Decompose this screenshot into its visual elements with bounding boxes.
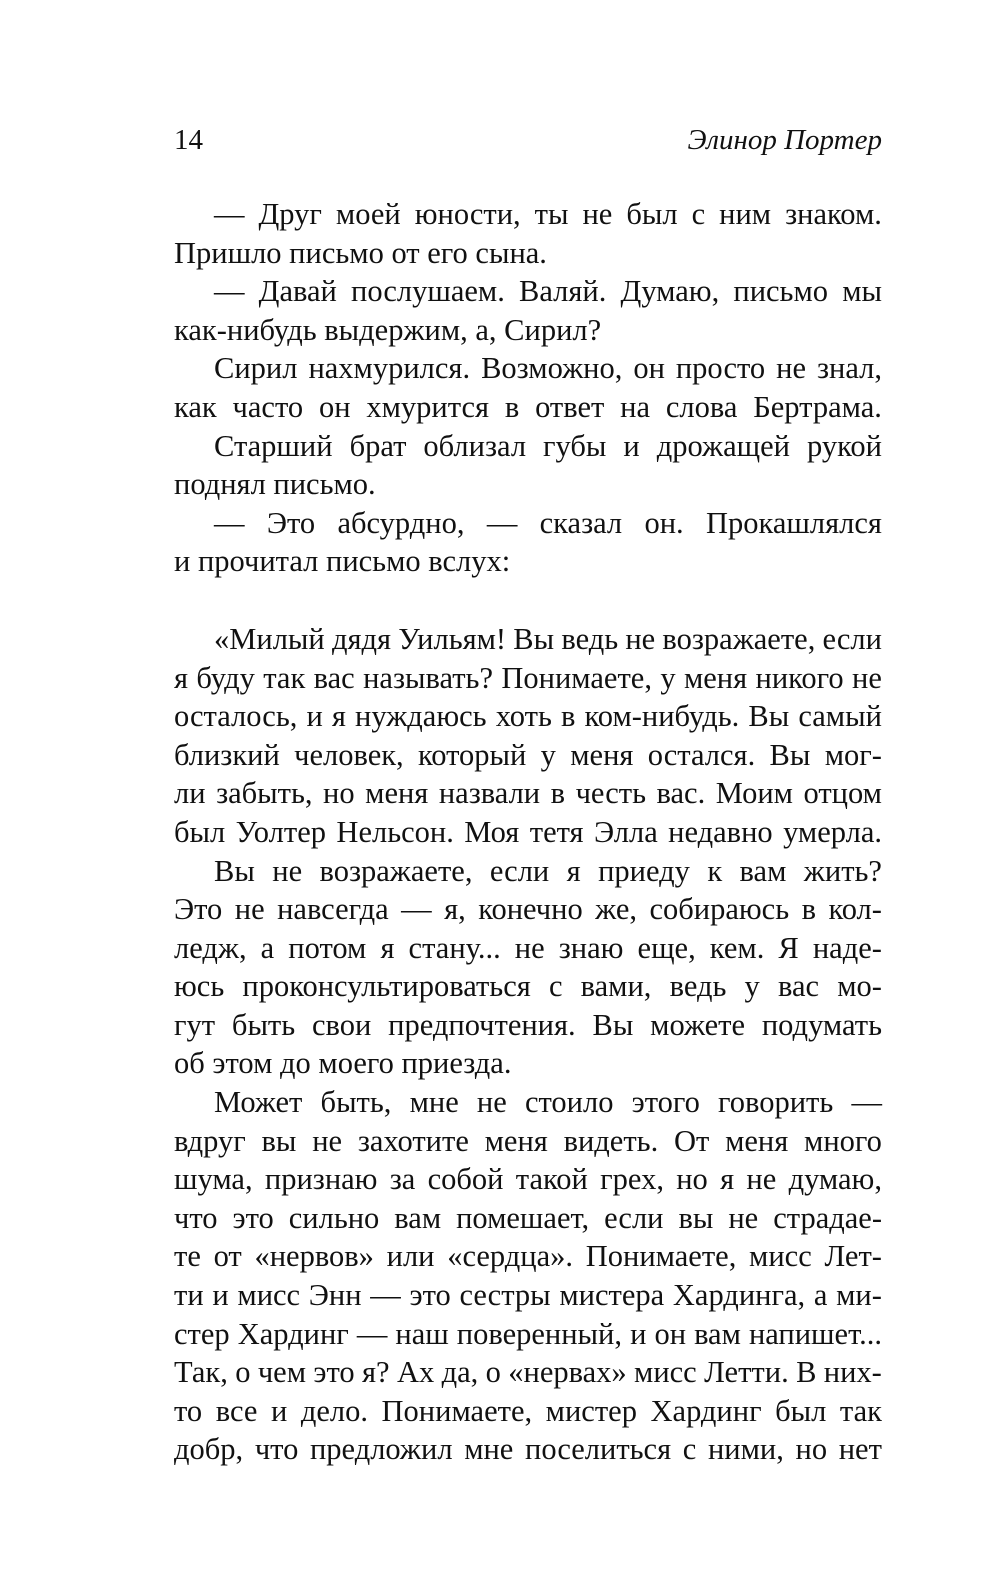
text-line <box>174 1237 882 1276</box>
word: в <box>550 776 566 811</box>
word: мистера <box>559 1278 665 1313</box>
word: мистер <box>545 1393 637 1428</box>
word: же, <box>595 892 638 927</box>
word: ми- <box>836 1278 882 1313</box>
word: быть, <box>320 1085 392 1120</box>
word: мог- <box>824 737 882 772</box>
text-line <box>174 1392 882 1431</box>
text-line <box>174 659 882 698</box>
word: мисс <box>634 1355 697 1390</box>
word: наде- <box>812 930 882 965</box>
word: знал, <box>816 351 882 386</box>
word: был <box>626 197 678 231</box>
word: грех, <box>600 1162 664 1197</box>
word: я <box>174 660 189 695</box>
text-line <box>174 774 882 813</box>
word: думаю, <box>788 1162 882 1197</box>
word: самый <box>798 699 882 734</box>
word: Моя <box>464 814 520 849</box>
word: о <box>485 1355 501 1390</box>
word: слова <box>665 389 738 424</box>
word: близкий <box>174 737 280 772</box>
word: вам <box>394 1200 442 1235</box>
word: не <box>312 1123 343 1158</box>
word: я <box>566 853 581 888</box>
word: а <box>260 930 275 965</box>
word: — <box>370 1278 401 1313</box>
word: к <box>707 853 723 888</box>
text-line <box>174 852 882 891</box>
word: был <box>174 814 226 849</box>
word: рукой <box>806 428 882 463</box>
word: который <box>418 737 527 772</box>
word: Старший <box>214 428 333 463</box>
word: не <box>582 197 613 231</box>
word: Вы <box>513 621 555 656</box>
word: моей <box>335 197 401 231</box>
word: В <box>796 1355 817 1390</box>
word: не <box>272 853 303 888</box>
word: Летти. <box>704 1355 789 1390</box>
word: о <box>235 1355 251 1390</box>
word: часто <box>232 389 304 424</box>
page-number: 14 <box>174 124 203 156</box>
page-header <box>174 124 882 164</box>
text-line <box>174 1353 882 1392</box>
word: мне <box>464 1432 514 1467</box>
word: за <box>389 1162 416 1197</box>
word: он <box>633 351 665 386</box>
word: на <box>620 389 651 424</box>
word: Энн <box>308 1278 362 1313</box>
word: Уильям! <box>398 621 507 656</box>
word: знаю <box>558 930 624 965</box>
text-line: Пришло письмо от его сына. <box>174 235 547 270</box>
word: Нельсон. <box>336 814 454 849</box>
word: с <box>691 197 706 231</box>
word: буду <box>196 660 255 695</box>
word: ведь <box>669 969 727 1004</box>
word: поселиться <box>525 1432 672 1467</box>
text-line <box>174 1199 882 1238</box>
word: «сердца». <box>447 1239 574 1274</box>
word: губы <box>543 428 607 463</box>
word: — <box>486 505 518 540</box>
word: — <box>356 1316 388 1351</box>
word: конечно <box>478 892 583 927</box>
word: собираюсь <box>649 892 790 927</box>
word: много <box>804 1123 882 1158</box>
word: я? <box>362 1355 390 1390</box>
word: гут <box>174 1007 216 1042</box>
word: Я <box>778 930 799 965</box>
word: — <box>851 1085 882 1120</box>
text-line <box>174 427 882 466</box>
word: знаком. <box>785 197 882 231</box>
word: вы <box>261 1123 297 1158</box>
word: или <box>386 1239 435 1274</box>
word: Так, <box>174 1355 228 1390</box>
word: просто <box>675 351 766 386</box>
word: Вы <box>748 699 790 734</box>
word: ним <box>719 197 772 231</box>
word: и <box>630 1316 647 1351</box>
word: послушаем. <box>351 274 505 309</box>
text-line <box>174 1430 882 1469</box>
word: меня <box>683 660 748 695</box>
word: ними, <box>707 1432 784 1467</box>
word: я <box>720 1162 735 1197</box>
text-line <box>174 890 882 929</box>
word: если <box>604 1200 664 1235</box>
word: напишет... <box>748 1316 882 1351</box>
word: он. <box>644 505 684 540</box>
word: стану... <box>408 930 501 965</box>
text-line <box>174 195 882 234</box>
word: он <box>654 1316 687 1351</box>
word: Сирил <box>214 351 298 386</box>
word: проконсультироваться <box>242 969 531 1004</box>
word: Вы <box>769 737 811 772</box>
word: вы <box>678 1200 714 1235</box>
word: Элла <box>594 814 658 849</box>
word: Вы <box>214 853 255 888</box>
word: не <box>776 351 806 386</box>
word: собой <box>427 1162 504 1197</box>
word: сильно <box>288 1200 380 1235</box>
word: не <box>514 930 545 965</box>
word: меня <box>570 737 634 772</box>
word: но <box>795 1432 828 1467</box>
word: Думаю, <box>620 274 720 309</box>
word: мисс <box>749 1239 812 1274</box>
word: вдруг <box>174 1123 246 1158</box>
text-line <box>174 272 882 311</box>
word: — <box>401 892 432 927</box>
word: Это <box>266 505 316 540</box>
word: ведь <box>561 621 619 656</box>
word: чем <box>257 1355 307 1390</box>
word: мо- <box>837 969 882 1004</box>
word: брат <box>349 428 407 463</box>
word: это <box>409 1278 451 1313</box>
word: Понимаете, <box>381 1393 533 1428</box>
word: шума, <box>174 1162 253 1197</box>
word: да, <box>441 1355 479 1390</box>
word: но <box>676 1162 708 1197</box>
word: не <box>728 1200 759 1235</box>
word: не <box>234 892 265 927</box>
word: облизал <box>423 428 527 463</box>
word: назвали <box>438 776 541 811</box>
word: все <box>215 1393 258 1428</box>
word: что <box>174 1200 218 1235</box>
word: ти <box>174 1278 204 1313</box>
word: так <box>839 1393 882 1428</box>
word: вас <box>313 660 355 695</box>
word: потом <box>288 930 367 965</box>
word: стоило <box>524 1085 614 1120</box>
paragraph-gap <box>174 581 882 620</box>
word: Прокашлялся <box>706 505 882 540</box>
word: «нервов» <box>254 1239 374 1274</box>
word: Моим <box>715 776 793 811</box>
word: недавно <box>668 814 773 849</box>
word: подумать <box>761 1007 882 1042</box>
word: и <box>623 428 640 463</box>
text-line <box>174 813 882 852</box>
word: абсурдно, <box>337 505 465 540</box>
word: как <box>174 389 217 424</box>
word: письмо <box>733 274 829 309</box>
word: Валяй. <box>519 274 607 309</box>
text-line <box>174 736 882 775</box>
word: не <box>625 621 656 656</box>
text-line <box>174 929 882 968</box>
word: страдае- <box>773 1200 882 1235</box>
word: то <box>174 1393 203 1428</box>
word: остался. <box>647 737 756 772</box>
text-line <box>174 967 882 1006</box>
word: навсегда <box>277 892 389 927</box>
word: свои <box>312 1007 372 1042</box>
word: помешает, <box>456 1200 590 1235</box>
word: них- <box>823 1355 882 1390</box>
word: мы <box>842 274 882 309</box>
word: вами, <box>580 969 652 1004</box>
text-line <box>174 1315 882 1354</box>
text-line: об этом до моего приезда. <box>174 1046 512 1081</box>
word: это <box>313 1355 355 1390</box>
word: если <box>489 853 550 888</box>
word: предложил <box>309 1432 453 1467</box>
word: возражаете, <box>662 621 816 656</box>
word: мисс <box>237 1278 301 1313</box>
word: в <box>801 892 816 927</box>
word: дело. <box>300 1393 368 1428</box>
word: я <box>380 930 395 965</box>
word: те <box>174 1239 201 1274</box>
word: вам <box>694 1316 741 1351</box>
word: меня <box>484 1123 548 1158</box>
word: Может <box>214 1085 303 1120</box>
text-line <box>174 1276 882 1315</box>
word: быть <box>231 1007 296 1042</box>
word: Это <box>174 892 223 927</box>
word: меня <box>725 1123 789 1158</box>
word: нет <box>838 1432 882 1467</box>
word: Бертрама. <box>753 389 882 424</box>
word: Хардинг <box>237 1316 349 1351</box>
word: у <box>744 969 760 1004</box>
text-line <box>174 1083 882 1122</box>
word: у <box>540 737 556 772</box>
word: честь <box>575 776 646 811</box>
word: вас <box>777 969 820 1004</box>
word: был <box>775 1393 827 1428</box>
word: сестры <box>459 1278 551 1313</box>
word: и <box>212 1278 229 1313</box>
word: Хардинга, <box>672 1278 806 1313</box>
text-line: как-нибудь выдержим, а, Сирил? <box>174 312 602 347</box>
running-title: Элинор Портер <box>687 124 882 156</box>
word: Вы <box>592 1007 634 1042</box>
word: этого <box>631 1085 700 1120</box>
word: с <box>682 1432 697 1467</box>
word: в <box>504 389 520 424</box>
word: сказал <box>539 505 623 540</box>
word: но <box>323 776 355 811</box>
word: — <box>214 505 245 540</box>
text-line <box>174 1122 882 1161</box>
word: я <box>331 699 346 734</box>
word: человек, <box>294 737 404 772</box>
word: — <box>214 274 245 309</box>
body-text <box>174 195 882 1469</box>
word: вам <box>739 853 787 888</box>
word: а <box>813 1278 828 1313</box>
word: говорить <box>718 1085 834 1120</box>
word: признаю <box>264 1162 378 1197</box>
word: он <box>318 389 351 424</box>
text-line <box>174 697 882 736</box>
word: хоть <box>495 699 552 734</box>
word: если <box>822 621 882 656</box>
word: в <box>560 699 576 734</box>
word: такой <box>515 1162 588 1197</box>
word: юсь <box>174 969 225 1004</box>
word: ты <box>534 197 569 231</box>
word: умерла. <box>783 814 882 849</box>
text-line <box>174 388 882 427</box>
word: добр, <box>174 1432 244 1467</box>
text-line <box>174 1006 882 1045</box>
word: предпочтения. <box>388 1007 576 1042</box>
word: у <box>660 660 676 695</box>
word: тетя <box>529 814 584 849</box>
text-line <box>174 1160 882 1199</box>
word: Ах <box>396 1355 435 1390</box>
word: видеть. <box>563 1123 659 1158</box>
word: и <box>306 699 323 734</box>
word: мне <box>409 1085 459 1120</box>
word: захотите <box>357 1123 469 1158</box>
word: от <box>213 1239 242 1274</box>
word: Друг <box>258 197 322 231</box>
word: никого <box>755 660 844 695</box>
word: хмурится <box>366 389 490 424</box>
word: От <box>673 1123 710 1158</box>
word: ответ <box>535 389 605 424</box>
word: и <box>270 1393 288 1428</box>
word: называть? <box>363 660 494 695</box>
word: ком-нибудь. <box>584 699 740 734</box>
word: осталось, <box>174 699 298 734</box>
word: Давай <box>258 274 337 309</box>
word: не <box>476 1085 507 1120</box>
word: ли <box>174 776 206 811</box>
text-line <box>174 349 882 388</box>
word: Лет- <box>824 1239 882 1274</box>
word: не <box>746 1162 777 1197</box>
word: что <box>254 1432 299 1467</box>
word: забыть, <box>216 776 313 811</box>
word: нахмурился. <box>308 351 471 386</box>
word: наш <box>395 1316 449 1351</box>
word: Понимаете, <box>585 1239 737 1274</box>
word: возражаете, <box>319 853 473 888</box>
text-line <box>174 620 882 659</box>
word: дядя <box>331 621 392 656</box>
word: — <box>214 197 245 231</box>
word: Понимаете, <box>501 660 652 695</box>
text-line: и прочитал письмо вслух: <box>174 544 511 579</box>
word: нуждаюсь <box>355 699 487 734</box>
word: это <box>232 1200 274 1235</box>
word: жить? <box>803 853 882 888</box>
word: так <box>263 660 306 695</box>
word: ледж, <box>174 930 247 965</box>
word: поверенный, <box>456 1316 623 1351</box>
word: меня <box>365 776 429 811</box>
word: Возможно, <box>481 351 623 386</box>
text-line: поднял письмо. <box>174 467 376 502</box>
word: дрожащей <box>656 428 790 463</box>
word: «Милый <box>214 621 325 656</box>
word: вас. <box>656 776 706 811</box>
word: отцом <box>803 776 882 811</box>
word: Хардинг <box>650 1393 762 1428</box>
word: «нервах» <box>508 1355 627 1390</box>
word: Уолтер <box>235 814 326 849</box>
word: я, <box>444 892 466 927</box>
text-line <box>174 504 882 543</box>
word: стер <box>174 1316 230 1351</box>
word: юности, <box>414 197 521 231</box>
word: с <box>548 969 563 1004</box>
word: кол- <box>828 892 882 927</box>
word: можете <box>650 1007 746 1042</box>
word: еще, <box>637 930 696 965</box>
word: приеду <box>598 853 690 888</box>
word: не <box>852 660 882 695</box>
word: кем. <box>709 930 765 965</box>
